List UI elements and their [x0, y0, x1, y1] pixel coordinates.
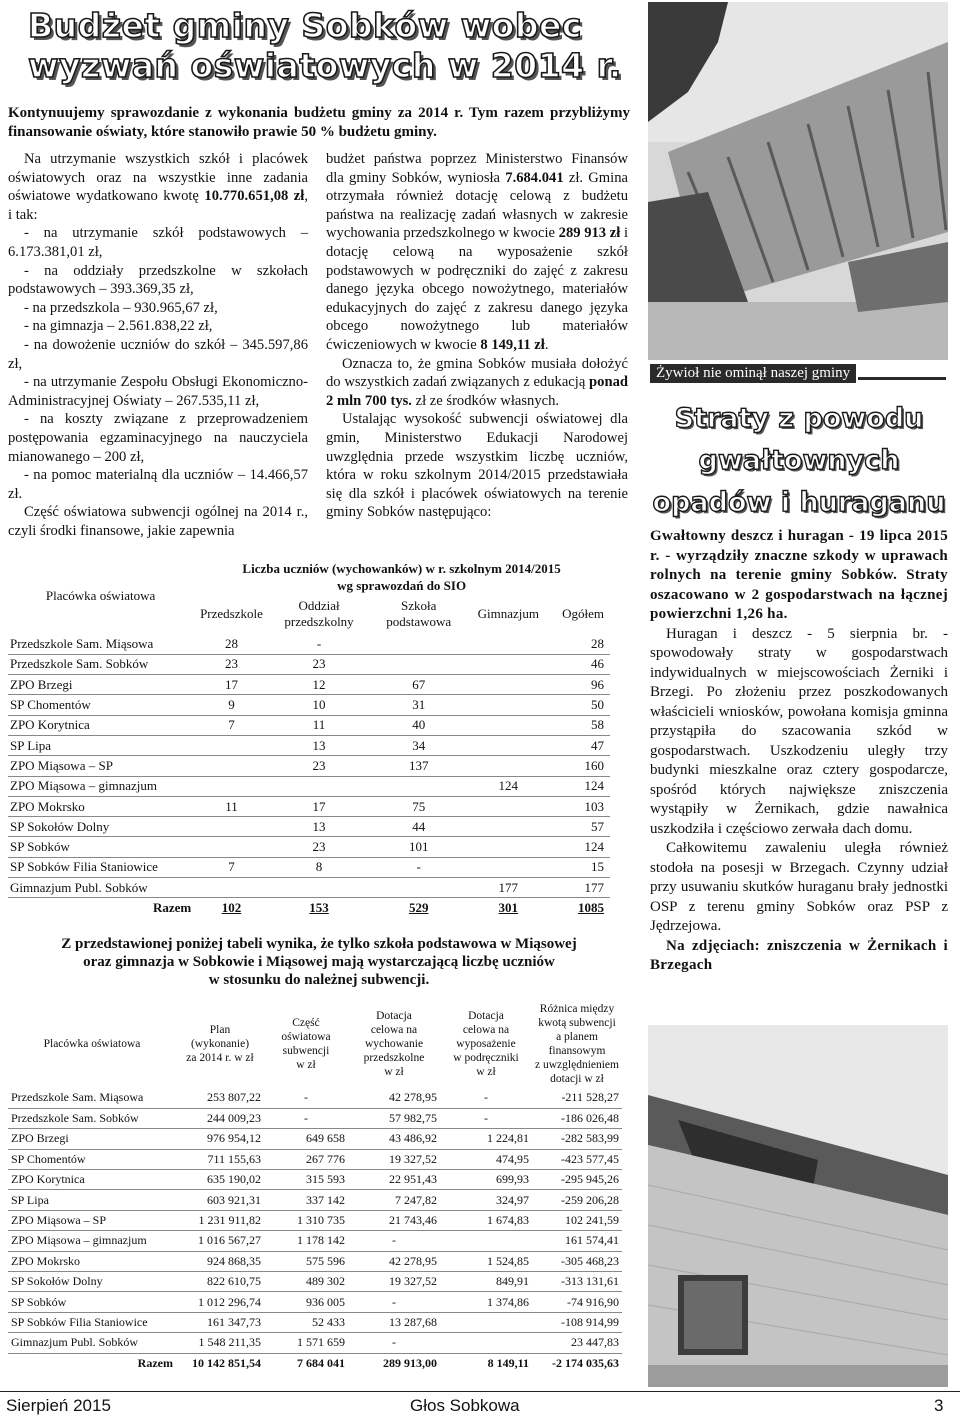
- header-line: Część: [292, 1017, 320, 1029]
- table-row: [8, 1272, 622, 1292]
- row-label: SP Chomentów: [8, 1149, 176, 1169]
- table-cell: 1 548 211,35: [176, 1333, 264, 1353]
- table-cell: 1 016 567,27: [176, 1231, 264, 1251]
- list-item: - na dowożenie uczniów do szkół – 345.597,86 zł,: [8, 336, 308, 372]
- table-total-row: [8, 898, 610, 918]
- table-cell: -259 206,28: [532, 1190, 622, 1210]
- table-cell: 337 142: [264, 1190, 348, 1210]
- table-cell: -: [368, 857, 469, 877]
- publication-name: Głos Sobkowa: [410, 1396, 520, 1415]
- table-cell: 7 684 041: [297, 1356, 345, 1371]
- table-cell: 102 241,59: [532, 1210, 622, 1230]
- table-total-row: [8, 1353, 622, 1373]
- photo-damaged-house: [648, 1025, 948, 1387]
- row-label: SP Sobków: [8, 837, 193, 857]
- table-cell: 10 142 851,54: [192, 1356, 261, 1371]
- table-row: [8, 715, 610, 735]
- table-cell: 529: [408, 900, 429, 916]
- table-cell: -313 131,61: [532, 1272, 622, 1292]
- table-row: [8, 675, 610, 695]
- row-label: Razem: [137, 1356, 173, 1371]
- text-span: Oznacza to, że gmina Sobków musiała dołożyć do wszystkich zadań związanych z edukacją: [326, 355, 628, 391]
- article-column-2: [326, 150, 628, 522]
- table-cell: 102: [221, 900, 242, 916]
- table-row: [8, 878, 610, 898]
- text-span: zł ze środków własnych.: [411, 392, 560, 409]
- table-cell: 489 302: [264, 1272, 348, 1292]
- table-cell: 177: [469, 878, 548, 898]
- row-label: Przedszkole Sam. Miąsowa: [8, 634, 193, 654]
- table-cell: 160: [548, 756, 610, 776]
- header-line: w zł: [296, 1059, 316, 1071]
- table-cell: 75: [368, 796, 469, 816]
- row-label: ZPO Korytnica: [8, 715, 193, 735]
- header-line: z uwzględnieniem: [535, 1059, 619, 1071]
- header-line: finansowym: [548, 1045, 606, 1057]
- table-row: [8, 1333, 622, 1353]
- row-label: SP Lipa: [8, 1190, 176, 1210]
- table-cell: 13 287,68: [348, 1312, 440, 1332]
- table-cell: -: [264, 1088, 348, 1108]
- article-headline: [28, 6, 628, 86]
- column-header: [264, 1000, 348, 1088]
- table-cell: -305 468,23: [532, 1251, 622, 1271]
- column-header: [176, 1000, 264, 1088]
- table-cell: 8 149,11: [487, 1356, 529, 1371]
- table-cell: [469, 695, 548, 715]
- headline-line: gwałtownych: [698, 445, 900, 476]
- row-label: ZPO Brzegi: [8, 675, 193, 695]
- table-cell: 153: [309, 900, 329, 916]
- row-label: Gimnazjum Publ. Sobków: [8, 1333, 176, 1353]
- table-cell: -211 528,27: [532, 1088, 622, 1108]
- table-cell: -295 945,26: [532, 1170, 622, 1190]
- table-cell: 177: [548, 878, 610, 898]
- amount: 10.770.651,08 zł: [204, 188, 305, 205]
- header-line: oświatowa: [281, 1031, 331, 1043]
- table-cell: 161 574,41: [532, 1231, 622, 1251]
- table-cell: 7: [193, 857, 270, 877]
- table-cell: [440, 1333, 532, 1353]
- column-header: Szkoła podstawowa: [386, 598, 452, 629]
- list-item: - na przedszkola – 930.965,67 zł,: [24, 299, 218, 316]
- column-header: [440, 1000, 532, 1088]
- amount: 8 149,11 zł: [480, 336, 545, 353]
- table-cell: 11: [270, 715, 369, 735]
- header-line: dotacji w zł: [550, 1073, 604, 1085]
- table-cell: 1 674,83: [440, 1210, 532, 1230]
- table-cell: 52 433: [264, 1312, 348, 1332]
- row-label: ZPO Korytnica: [8, 1170, 176, 1190]
- header-line: celowa na: [462, 1024, 510, 1036]
- header-line: w podręczniki: [453, 1052, 519, 1064]
- row-label: Przedszkole Sam. Sobków: [8, 654, 193, 674]
- students-table: [8, 558, 610, 918]
- header-line: (wykonanie): [190, 1038, 250, 1050]
- text-line: Z przedstawionej poniżej tabeli wynika, że tylko szkoła podstawowa w Miąsowej: [61, 936, 577, 952]
- table-cell: 474,95: [440, 1149, 532, 1169]
- table-cell: [469, 735, 548, 755]
- paragraph: Gwałtowny deszcz i huragan - 19 lipca 2015 r. - wyrządziły znaczne szkody w uprawach rolnych na terenie gminy Sobków. Straty oszacowano w 2 gospodarstwach na łącznej powierzchni 1,26 ha.: [650, 528, 948, 622]
- tag-label: Żywioł nie ominął naszej gminy: [650, 364, 856, 383]
- table-cell: [270, 776, 369, 796]
- row-label: SP Sokołów Dolny: [8, 817, 193, 837]
- text-span: zł. Gmina otrzymała również dotację celową z budżetu państwa na realizację zadań własnych w zakresie wychowania przedszkolnego w kwocie: [326, 169, 628, 242]
- table-cell: [193, 837, 270, 857]
- table-cell: 11: [193, 796, 270, 816]
- table-cell: -: [270, 634, 369, 654]
- tag-rule: [858, 377, 946, 380]
- table-cell: 1 178 142: [264, 1231, 348, 1251]
- table-row: [8, 1210, 622, 1230]
- table-cell: [368, 634, 469, 654]
- table-cell: 57: [548, 817, 610, 837]
- headline-line: Straty z powodu: [674, 403, 924, 434]
- table-cell: [469, 857, 548, 877]
- table-cell: [368, 776, 469, 796]
- table-cell: -282 583,99: [532, 1129, 622, 1149]
- paragraph: Ustalając wysokość subwencji oświatowej dla gmin, Ministerstwo Edukacji Narodowej uwzględnia przede wszystkim liczbę uczniów, która w roku szkolnym 2014/2015 przedstawiała się dla szkół i placówek oświatowych na terenie gminy Sobków następująco:: [326, 411, 628, 521]
- list-item: - na gimnazja – 2.561.838,22 zł,: [24, 318, 213, 335]
- headline-line-1: Budżet gminy Sobków wobec: [28, 6, 582, 45]
- column-header: Gimnazjum: [477, 606, 539, 621]
- subsidy-table: [8, 1000, 622, 1373]
- paragraph: Huragan i deszcz - 5 sierpnia br. - spowodowały straty w gospodarstwach indywidualnych w miejscowościach Żerniki i Brzegi. Po złożeniu przez poszkodowanych właścicieli wniosków, powołana komisja gminna przystąpiła do szacowania szkód w gospodarstwach. Uszkodzeniu uległy trzy budynki mieszkalne oraz cztery gospodarcze, spośród których największe zniszczenia wystąpiły w Żernikach, gdzie nawałnica uszkodziła i częściowo zerwała dach domu.: [650, 625, 948, 837]
- table-cell: [469, 715, 548, 735]
- table-row: [8, 1190, 622, 1210]
- table-cell: 58: [548, 715, 610, 735]
- row-label: ZPO Miąsowa – gimnazjum: [8, 776, 193, 796]
- row-label: ZPO Miąsowa – SP: [8, 1210, 176, 1230]
- table-row: [8, 857, 610, 877]
- photo-caption: Na zdjęciach: zniszczenia w Żernikach i Brzegach: [650, 937, 948, 973]
- table-cell: -: [348, 1333, 440, 1353]
- header-line: wyposażenie: [456, 1038, 516, 1050]
- table-cell: 19 327,52: [348, 1272, 440, 1292]
- table-cell: 96: [548, 675, 610, 695]
- table-cell: 67: [368, 675, 469, 695]
- header-line: Dotacja: [468, 1010, 504, 1022]
- table-cell: 23: [270, 837, 369, 857]
- row-label: ZPO Brzegi: [8, 1129, 176, 1149]
- header-line: kwotą subwencji: [538, 1017, 616, 1029]
- table-cell: 936 005: [264, 1292, 348, 1312]
- list-item: - na koszty związane z przeprowadzeniem postępowania egzaminacyjnego na nauczyciela mianowanego – 200 zł,: [8, 411, 308, 465]
- table-row: [8, 817, 610, 837]
- table-cell: 23 447,83: [532, 1333, 622, 1353]
- table-cell: [368, 654, 469, 674]
- table-cell: 15: [548, 857, 610, 877]
- row-label: SP Sokołów Dolny: [8, 1272, 176, 1292]
- amount: ponad 2 mln 700 tys.: [326, 374, 628, 409]
- table-cell: 1 224,81: [440, 1129, 532, 1149]
- article-column-1: [8, 150, 308, 540]
- lead-paragraph: Kontynuujemy sprawozdanie z wykonania budżetu gminy za 2014 r. Tym razem przybliżymy finansowanie oświaty, które stanowiło prawie 50 % budżetu gminy.: [8, 105, 630, 140]
- header-line: wychowanie: [364, 1038, 424, 1050]
- column-header: Przedszkole: [200, 606, 263, 621]
- table-cell: 635 190,02: [176, 1170, 264, 1190]
- side-article-headline: [648, 398, 950, 524]
- table-cell: 23: [270, 654, 369, 674]
- table-cell: 244 009,23: [176, 1108, 264, 1128]
- table-cell: 42 278,95: [348, 1088, 440, 1108]
- table-cell: [193, 776, 270, 796]
- table-cell: 28: [548, 634, 610, 654]
- table-cell: 42 278,95: [348, 1251, 440, 1271]
- table-row: [8, 1088, 622, 1108]
- table-intro-text: [8, 935, 630, 989]
- table-cell: [440, 1231, 532, 1251]
- row-label: SP Chomentów: [8, 695, 193, 715]
- table-cell: 267 776: [264, 1149, 348, 1169]
- table-cell: [469, 756, 548, 776]
- table-cell: 21 743,46: [348, 1210, 440, 1230]
- header-line: w zł: [384, 1066, 404, 1078]
- table-cell: 46: [548, 654, 610, 674]
- column-header: Placówka oświatowa: [45, 588, 156, 603]
- text-line: w stosunku do należnej subwencji.: [208, 972, 430, 988]
- table-cell: 649 658: [264, 1129, 348, 1149]
- table-cell: 44: [368, 817, 469, 837]
- table-cell: 324,97: [440, 1190, 532, 1210]
- row-label: ZPO Mokrsko: [8, 1251, 176, 1271]
- table-cell: -: [440, 1088, 532, 1108]
- row-label: Razem: [152, 900, 192, 916]
- text-span: i dotację celową na wyposażenie szkół podstawowych w podręczniki do zajęć z zakresu danego języka obcego nowożytnego, materiałów edukacyjnych do zajęć z zakresu danego języka obcego nowożytnego lub materiałów ćwiczeniowych w kwocie: [326, 225, 629, 353]
- side-article-body: [650, 527, 948, 976]
- table-cell: -: [348, 1231, 440, 1251]
- row-label: SP Lipa: [8, 735, 193, 755]
- caption-line: wg sprawozdań do SIO: [337, 578, 467, 593]
- table-cell: 1 310 735: [264, 1210, 348, 1230]
- table-cell: -2 174 035,63: [552, 1356, 619, 1371]
- table-cell: -: [264, 1108, 348, 1128]
- table-row: [8, 776, 610, 796]
- table-cell: 301: [498, 900, 519, 916]
- row-label: SP Sobków Filia Staniowice: [8, 857, 193, 877]
- row-label: Przedszkole Sam. Miąsowa: [8, 1088, 176, 1108]
- list-item: - na oddziały przedszkolne w szkołach podstawowych – 393.369,35 zł,: [8, 262, 308, 298]
- table-cell: 924 868,35: [176, 1251, 264, 1271]
- table-cell: [469, 837, 548, 857]
- table-cell: 23: [193, 654, 270, 674]
- table-cell: 50: [548, 695, 610, 715]
- table-cell: 575 596: [264, 1251, 348, 1271]
- table-cell: 23: [270, 756, 369, 776]
- page-footer: [0, 1391, 960, 1418]
- table-cell: 137: [368, 756, 469, 776]
- page-number: 3: [934, 1396, 944, 1415]
- table-row: [8, 695, 610, 715]
- header-line: przedszkolne: [363, 1052, 425, 1064]
- paragraph: Całkowitemu zawaleniu uległa również stodoła na posesji w Brzegach. Czynny udział przy usuwaniu skutków huraganu brały jednostki OSP z terenu gminy Sobków oraz PSP z Jędrzejowa.: [650, 840, 948, 934]
- table-cell: [193, 878, 270, 898]
- table-row: [8, 837, 610, 857]
- row-label: ZPO Mokrsko: [8, 796, 193, 816]
- table-cell: 12: [270, 675, 369, 695]
- header-line: Plan: [209, 1024, 231, 1036]
- table-cell: -108 914,99: [532, 1312, 622, 1332]
- header-line: za 2014 r. w zł: [186, 1052, 254, 1064]
- column-header: Oddział przedszkolny: [284, 598, 354, 629]
- row-label: SP Sobków: [8, 1292, 176, 1312]
- row-label: Przedszkole Sam. Sobków: [8, 1108, 176, 1128]
- list-item: - na utrzymanie Zespołu Obsługi Ekonomiczno-Administracyjnej Oświaty – 267.535,11 zł,: [8, 374, 308, 409]
- table-cell: [469, 654, 548, 674]
- headline-line-2: wyzwań oświatowych w 2014 r.: [28, 46, 622, 85]
- paragraph: [8, 150, 308, 224]
- table-cell: 43 486,92: [348, 1129, 440, 1149]
- caption-line: Liczba uczniów (wychowanków) w r. szkolnym 2014/2015: [242, 561, 561, 576]
- table-cell: [193, 735, 270, 755]
- paragraph: [326, 150, 628, 355]
- section-tag: [650, 362, 946, 384]
- table-cell: 7: [193, 715, 270, 735]
- table-cell: 34: [368, 735, 469, 755]
- headline-line: opadów i huraganu: [652, 487, 946, 518]
- table-cell: -186 026,48: [532, 1108, 622, 1128]
- header-line: Dotacja: [376, 1010, 412, 1022]
- table-cell: -74 916,90: [532, 1292, 622, 1312]
- table-cell: 124: [548, 776, 610, 796]
- table-cell: 849,91: [440, 1272, 532, 1292]
- column-header: [8, 1000, 176, 1088]
- amount: 7.684.041: [505, 169, 564, 186]
- table-cell: 699,93: [440, 1170, 532, 1190]
- table-cell: 161 347,73: [176, 1312, 264, 1332]
- row-label: ZPO Miąsowa – gimnazjum: [8, 1231, 176, 1251]
- header-line: celowa na: [370, 1024, 418, 1036]
- table-row: [8, 1292, 622, 1312]
- table-row: [8, 1251, 622, 1271]
- table-cell: -: [440, 1108, 532, 1128]
- table-cell: 1 012 296,74: [176, 1292, 264, 1312]
- text-span: , i tak:: [8, 188, 308, 223]
- table-row: [8, 1149, 622, 1169]
- table-cell: 315 593: [264, 1170, 348, 1190]
- table-row: [8, 1108, 622, 1128]
- table-cell: 101: [368, 837, 469, 857]
- column-header: [348, 1000, 440, 1088]
- table-cell: -423 577,45: [532, 1149, 622, 1169]
- table-cell: 289 913,00: [383, 1356, 437, 1371]
- table-cell: 47: [548, 735, 610, 755]
- header-line: subwencji: [282, 1045, 330, 1057]
- table-cell: 17: [270, 796, 369, 816]
- table-cell: 28: [193, 634, 270, 654]
- table-row: [8, 654, 610, 674]
- table-row: [8, 634, 610, 654]
- table-cell: 124: [469, 776, 548, 796]
- table-cell: [193, 756, 270, 776]
- paragraph: [326, 355, 628, 411]
- table-row: [8, 756, 610, 776]
- text-span: Na utrzymanie wszystkich szkół i placówek oświatowych oraz na wszystkie inne zadania oświatowe wydatkowano kwotę: [8, 151, 308, 205]
- table-cell: [270, 878, 369, 898]
- list-item: - na pomoc materialną dla uczniów – 14.466,57 zł.: [8, 467, 308, 502]
- table-cell: 31: [368, 695, 469, 715]
- column-header: [532, 1000, 622, 1088]
- table-row: [8, 796, 610, 816]
- table-row: [8, 1170, 622, 1190]
- table-cell: 8: [270, 857, 369, 877]
- issue-date: Sierpień 2015: [6, 1396, 111, 1415]
- table-cell: 17: [193, 675, 270, 695]
- table-cell: 976 954,12: [176, 1129, 264, 1149]
- table-cell: -: [348, 1292, 440, 1312]
- table-cell: [440, 1312, 532, 1332]
- table-cell: [469, 634, 548, 654]
- amount: 289 913 zł: [558, 225, 621, 242]
- table-cell: 124: [548, 837, 610, 857]
- table-cell: 1 571 659: [264, 1333, 348, 1353]
- table-cell: 10: [270, 695, 369, 715]
- row-label: ZPO Miąsowa – SP: [8, 756, 193, 776]
- table-cell: 57 982,75: [348, 1108, 440, 1128]
- table-cell: 1085: [578, 900, 604, 916]
- table-cell: 7 247,82: [348, 1190, 440, 1210]
- table-row: [8, 735, 610, 755]
- row-label: Gimnazjum Publ. Sobków: [8, 878, 193, 898]
- paragraph: Część oświatowa subwencji ogólnej na 2014 r., czyli środki finansowe, jakie zapewnia: [8, 504, 308, 539]
- table-row: [8, 1129, 622, 1149]
- header-line: Placówka oświatowa: [43, 1038, 141, 1050]
- table-cell: 253 807,22: [176, 1088, 264, 1108]
- table-cell: 22 951,43: [348, 1170, 440, 1190]
- table-cell: 9: [193, 695, 270, 715]
- row-label: SP Sobków Filia Staniowice: [8, 1312, 176, 1332]
- table-cell: 103: [548, 796, 610, 816]
- table-caption: [193, 558, 610, 594]
- table-cell: [469, 675, 548, 695]
- text-span: .: [544, 336, 549, 353]
- table-row: [8, 1312, 622, 1332]
- table-row: [8, 1231, 622, 1251]
- header-line: w zł: [476, 1066, 496, 1078]
- header-line: a planem: [556, 1031, 598, 1043]
- table-cell: 822 610,75: [176, 1272, 264, 1292]
- table-cell: [368, 878, 469, 898]
- header-line: Różnica między: [539, 1003, 615, 1015]
- table-cell: 603 921,31: [176, 1190, 264, 1210]
- table-cell: 19 327,52: [348, 1149, 440, 1169]
- column-header: Ogółem: [562, 606, 604, 621]
- table-cell: 13: [270, 735, 369, 755]
- table-cell: 40: [368, 715, 469, 735]
- photo-damaged-roof: [648, 2, 948, 360]
- table-cell: [469, 796, 548, 816]
- text-line: oraz gimnazja w Sobkowie i Miąsowej mają wystarczającą liczbę uczniów: [83, 954, 555, 970]
- table-cell: 1 374,86: [440, 1292, 532, 1312]
- table-cell: [193, 817, 270, 837]
- list-item: - na utrzymanie szkół podstawowych – 6.173.381,01 zł,: [8, 225, 308, 260]
- table-cell: [469, 817, 548, 837]
- table-cell: 1 524,85: [440, 1251, 532, 1271]
- table-cell: 1 231 911,82: [176, 1210, 264, 1230]
- table-cell: 711 155,63: [176, 1149, 264, 1169]
- text-span: budżet państwa poprzez Ministerstwo Finansów dla gminy Sobków, wyniosła: [326, 151, 628, 186]
- table-cell: 13: [270, 817, 369, 837]
